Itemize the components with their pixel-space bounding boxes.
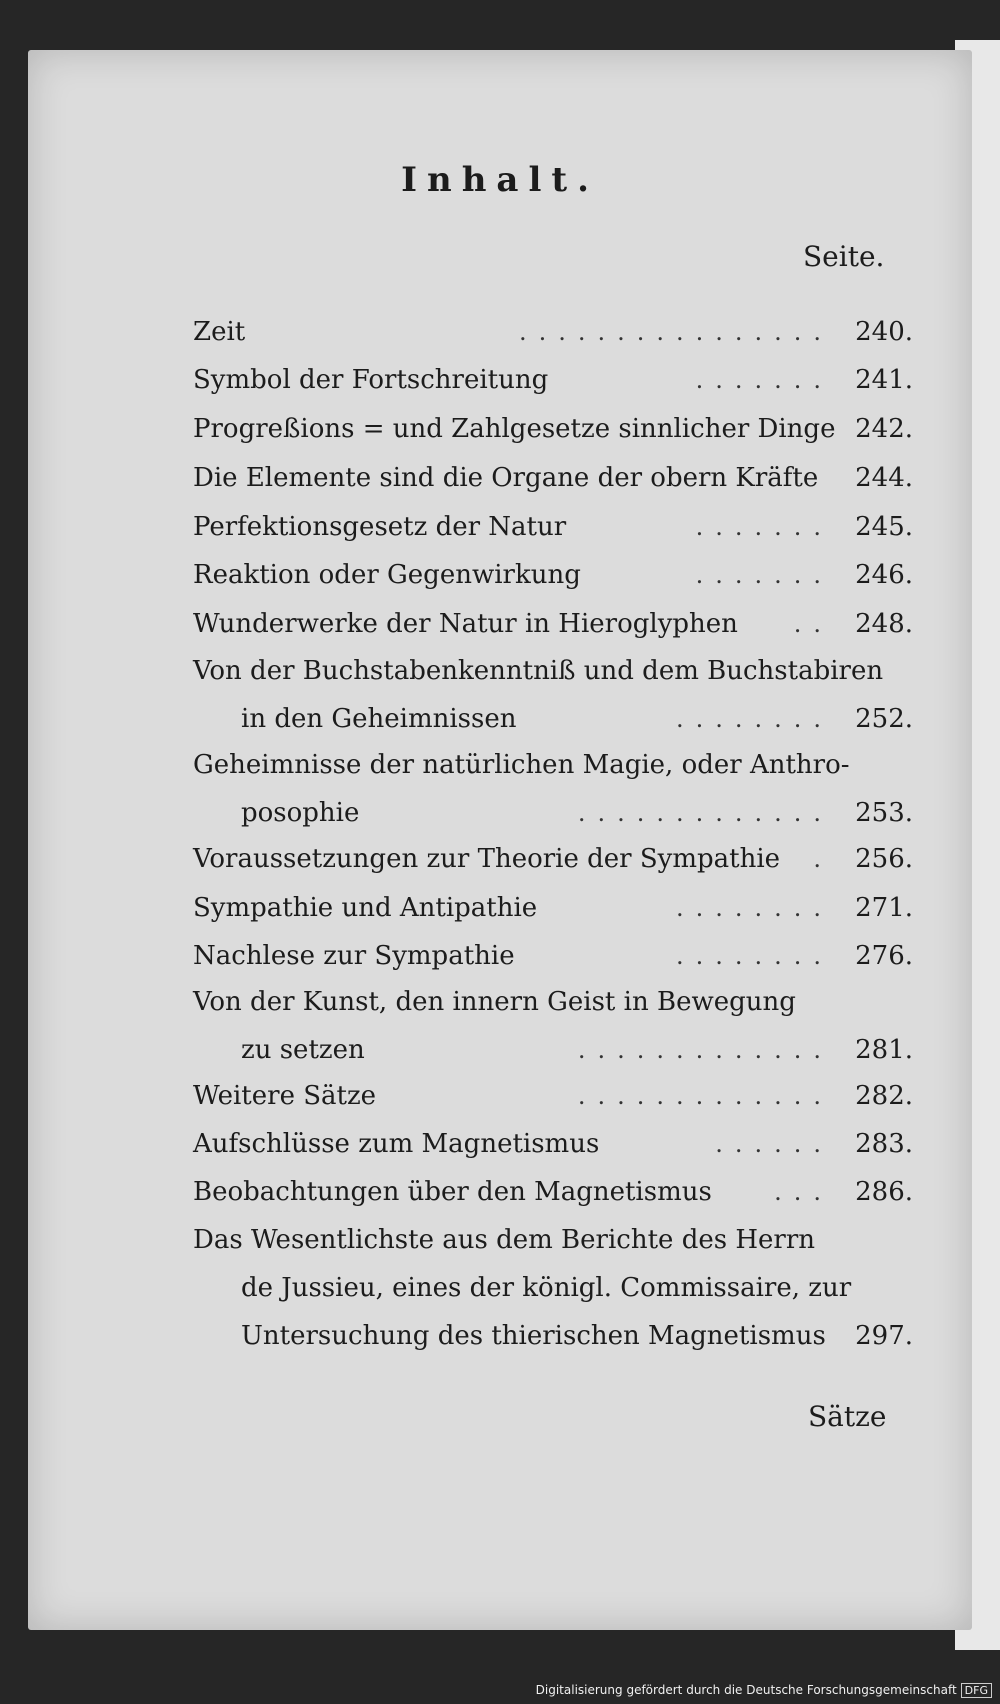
toc-entry xyxy=(193,356,913,404)
toc-page-number: 242. xyxy=(855,414,913,444)
toc-entry-line xyxy=(193,1120,913,1168)
book-page xyxy=(28,50,972,1630)
toc-entry-text: Das Wesentlichste aus dem Berichte des Herrn xyxy=(193,1225,815,1255)
toc-entry-text: de Jussieu, eines der königl. Commissaire, zur xyxy=(241,1273,852,1303)
toc-entry-text: Von der Buchstabenkenntniß und dem Buchstabiren xyxy=(193,656,884,686)
toc-page-number: 253. xyxy=(855,798,913,828)
toc-entry xyxy=(193,454,913,502)
leader-dots: ........ xyxy=(675,705,833,733)
toc-entry-line xyxy=(193,454,913,502)
leader-dots: .. xyxy=(793,610,833,638)
toc-entry-text: Voraussetzungen zur Theorie der Sympathie xyxy=(193,844,781,874)
toc-entry xyxy=(193,1120,913,1168)
toc-page-number: 245. xyxy=(855,512,913,542)
toc-entry xyxy=(193,1072,913,1120)
toc-entry xyxy=(193,600,913,648)
toc-entry-text: Symbol der Fortschreitung xyxy=(193,365,549,395)
toc-entry-line xyxy=(193,978,913,1026)
dfg-logo: DFG xyxy=(961,1683,992,1698)
page-column-header: Seite. xyxy=(803,240,885,273)
toc-entry-line xyxy=(193,789,913,837)
toc-page-number: 256. xyxy=(855,844,913,874)
toc-entry-line xyxy=(193,1072,913,1120)
toc-page-number: 241. xyxy=(855,365,913,395)
toc-entry xyxy=(193,503,913,551)
toc-entry-text: Von der Kunst, den innern Geist in Bewegung xyxy=(193,987,796,1017)
toc-entry xyxy=(193,405,913,453)
toc-entry xyxy=(193,551,913,599)
toc-entry-text: Die Elemente sind die Organe der obern Kräfte xyxy=(193,463,819,493)
toc-entry-text: posophie xyxy=(241,798,360,828)
toc-entry-line xyxy=(193,503,913,551)
toc-entry-text: Nachlese zur Sympathie xyxy=(193,941,515,971)
toc-entry-line xyxy=(193,741,913,789)
toc-entry xyxy=(193,1168,913,1216)
digitization-footer xyxy=(536,1683,992,1698)
toc-entry-line xyxy=(193,695,913,743)
leader-dots: ....... xyxy=(695,561,833,589)
toc-entry-text: Progreßions = und Zahlgesetze sinnlicher Dinge xyxy=(193,414,836,444)
toc-entry-text: Perfektionsgesetz der Natur xyxy=(193,512,567,542)
toc-entry-text: Zeit xyxy=(193,317,246,347)
leader-dots: ........ xyxy=(675,942,833,970)
toc-page-number: 271. xyxy=(855,893,913,923)
toc-entry xyxy=(193,884,913,932)
leader-dots: ....... xyxy=(695,366,833,394)
leader-dots: ....... xyxy=(695,513,833,541)
toc-entry-line xyxy=(193,1264,913,1312)
toc-entry-text: Untersuchung des thierischen Magnetismus xyxy=(241,1321,826,1351)
toc-entry xyxy=(193,835,913,883)
toc-page-number: 240. xyxy=(855,317,913,347)
toc-entry-line xyxy=(193,308,913,356)
leader-dots: ...... xyxy=(715,1130,833,1158)
leader-dots: ............. xyxy=(577,1036,833,1064)
toc-entry-line xyxy=(193,884,913,932)
toc-entry-line xyxy=(193,600,913,648)
toc-entry xyxy=(193,932,913,980)
toc-entry-line xyxy=(193,835,913,883)
toc-entry-line xyxy=(193,356,913,404)
toc-page-number: 283. xyxy=(855,1129,913,1159)
toc-page-number: 282. xyxy=(855,1081,913,1111)
leader-dots: ... xyxy=(774,1178,833,1206)
toc-entry xyxy=(193,978,913,1074)
toc-entry-text: zu setzen xyxy=(241,1035,365,1065)
toc-entry-line xyxy=(193,1216,913,1264)
toc-page-number: 244. xyxy=(855,463,913,493)
toc-page-number: 286. xyxy=(855,1177,913,1207)
toc-entry-line xyxy=(193,551,913,599)
toc-page-number: 276. xyxy=(855,941,913,971)
toc-entry xyxy=(193,647,913,743)
toc-entry-line xyxy=(193,405,913,453)
leader-dots: ........ xyxy=(675,894,833,922)
leader-dots: ............. xyxy=(577,799,833,827)
leader-dots: ................ xyxy=(518,318,833,346)
footer-text: Digitalisierung gefördert durch die Deutsche Forschungsgemeinschaft xyxy=(535,1683,957,1697)
toc-page-number: 297. xyxy=(855,1321,913,1351)
leader-dots: . xyxy=(813,845,833,873)
leader-dots: ............. xyxy=(577,1082,833,1110)
toc-entry xyxy=(193,308,913,356)
toc-page-number: 248. xyxy=(855,609,913,639)
toc-entry-text: Weitere Sätze xyxy=(193,1081,377,1111)
toc-entry-text: Beobachtungen über den Magnetismus xyxy=(193,1177,712,1207)
toc-entry-line xyxy=(193,647,913,695)
page-title: Inhalt. xyxy=(401,160,599,200)
toc-entry-text: in den Geheimnissen xyxy=(241,704,517,734)
toc-page-number: 281. xyxy=(855,1035,913,1065)
toc-entry-text: Wunderwerke der Natur in Hieroglyphen xyxy=(193,609,738,639)
toc-entry-text: Aufschlüsse zum Magnetismus xyxy=(193,1129,600,1159)
toc-entry xyxy=(193,1216,913,1360)
toc-page-number: 246. xyxy=(855,560,913,590)
toc-entry-line xyxy=(193,1168,913,1216)
toc-entry-text: Sympathie und Antipathie xyxy=(193,893,538,923)
toc-entry-text: Reaktion oder Gegenwirkung xyxy=(193,560,581,590)
toc-entry-line xyxy=(193,1026,913,1074)
toc-entry xyxy=(193,741,913,837)
toc-entry-line xyxy=(193,1312,913,1360)
toc-entry-text: Geheimnisse der natürlichen Magie, oder Anthro- xyxy=(193,750,850,780)
toc-page-number: 252. xyxy=(855,704,913,734)
catchword: Sätze xyxy=(808,1400,887,1433)
toc-entry-line xyxy=(193,932,913,980)
